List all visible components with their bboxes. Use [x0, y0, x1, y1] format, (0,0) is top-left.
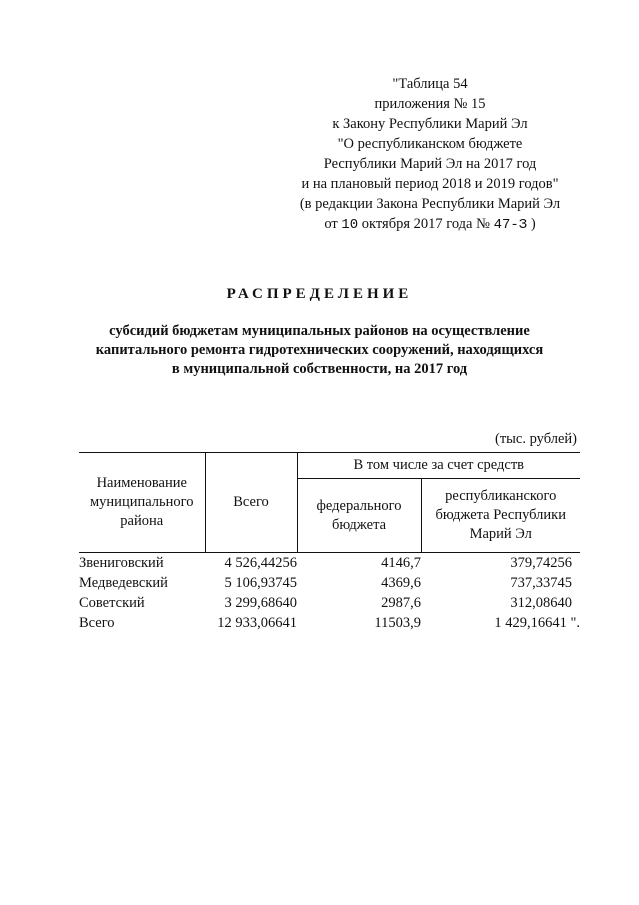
row-republic: 379,74256: [510, 554, 572, 571]
row-name: Всего: [79, 614, 115, 631]
subtitle-line: в муниципальной собственности, на 2017 год: [171, 361, 468, 377]
header-date-line: [270, 214, 590, 235]
subsidy-table: [79, 452, 580, 633]
row-federal: 4146,7: [381, 554, 421, 571]
header-line: (в редакции Закона Республики Марий Эл: [299, 196, 561, 212]
row-total: 3 299,68640: [224, 594, 297, 611]
header-line: "Таблица 54: [392, 76, 468, 92]
col-header-group: В том числе за счет средств: [297, 453, 580, 479]
col-header-republic: республиканского бюджета Республики Марий Эл: [421, 479, 580, 553]
units-label: (тыс. рублей): [495, 431, 577, 447]
document-subtitle: [60, 322, 579, 379]
date-prefix: от: [324, 216, 338, 232]
header-line: приложения № 15: [374, 96, 486, 112]
row-republic: 312,08640: [510, 594, 572, 611]
table-row-total: [79, 613, 580, 633]
law-number: 47-З: [493, 217, 528, 233]
date-day: 10: [341, 217, 359, 233]
subtitle-line: капитального ремонта гидротехнических сооружений, находящихся: [95, 342, 544, 358]
row-republic: 737,33745: [510, 574, 572, 591]
table-row: [79, 553, 580, 574]
table-row: [79, 593, 580, 613]
row-total: 5 106,93745: [224, 574, 297, 591]
date-suffix: ): [530, 216, 536, 232]
document-header: [270, 74, 590, 235]
row-republic: 1 429,16641 ".: [494, 614, 580, 631]
row-federal: 4369,6: [381, 574, 421, 591]
col-header-federal: федерального бюджета: [297, 479, 421, 553]
header-line: Республики Марий Эл на 2017 год: [323, 156, 537, 172]
row-federal: 2987,6: [381, 594, 421, 611]
row-total: 12 933,06641: [217, 614, 297, 631]
subtitle-line: субсидий бюджетам муниципальных районов на осуществление: [109, 323, 530, 339]
row-name: Звениговский: [79, 554, 164, 571]
table-row: [79, 573, 580, 593]
header-line: к Закону Республики Марий Эл: [332, 116, 528, 132]
row-total: 4 526,44256: [224, 554, 297, 571]
header-line: и на плановый период 2018 и 2019 годов": [301, 176, 559, 192]
row-federal: 11503,9: [374, 614, 421, 631]
col-header-total: Всего: [205, 453, 297, 553]
row-name: Медведевский: [79, 574, 168, 591]
document-title: РАСПРЕДЕЛЕНИЕ: [226, 286, 413, 302]
col-header-name: Наименование муниципального района: [79, 453, 205, 553]
header-line: "О республиканском бюджете: [337, 136, 523, 152]
date-mid: октября 2017 года №: [361, 216, 490, 232]
row-name: Советский: [79, 594, 145, 611]
